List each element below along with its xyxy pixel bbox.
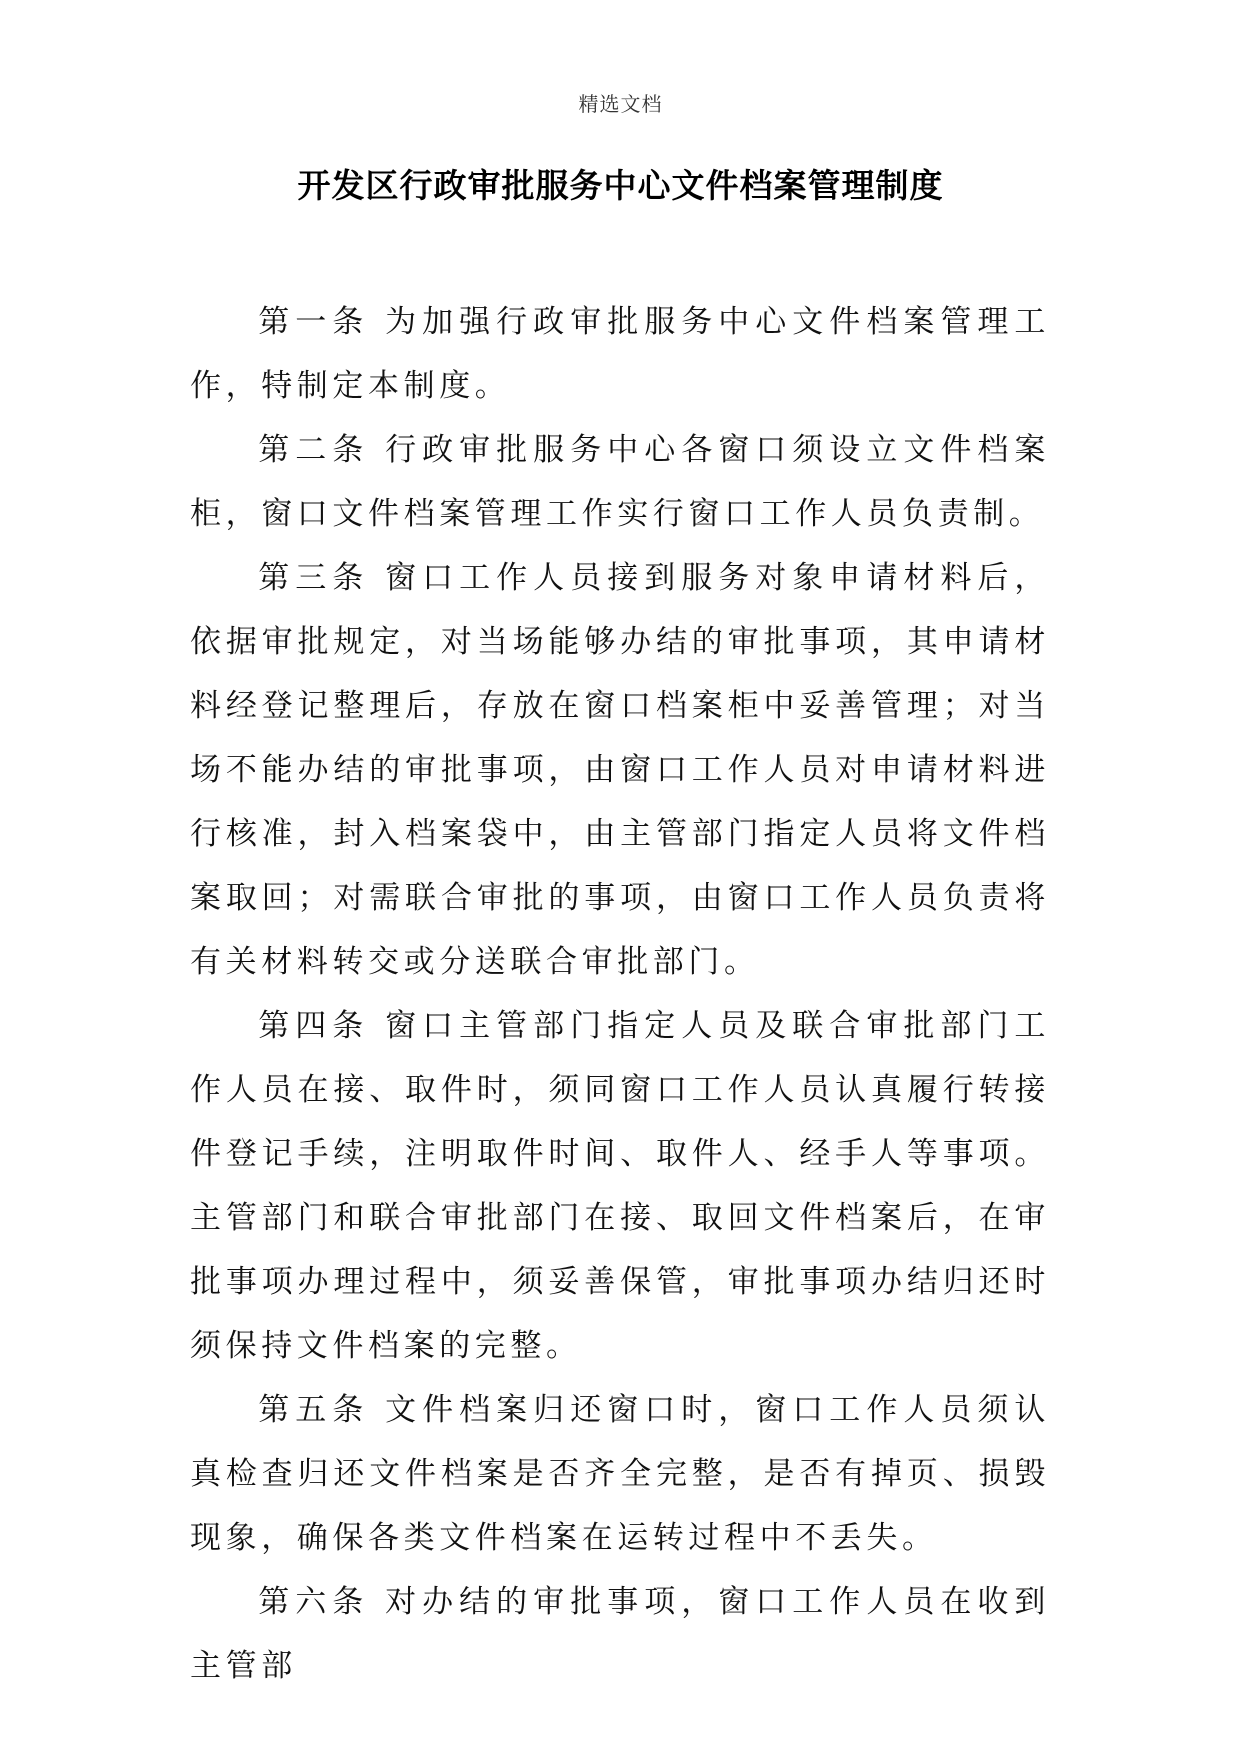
page-header-label: 精选文档 [578, 92, 663, 116]
document-title: 开发区行政审批服务中心文件档案管理制度 [297, 166, 944, 205]
document-body [190, 290, 1050, 1698]
article-6: 第六条 对办结的审批事项，窗口工作人员在收到主管部 [190, 1584, 1050, 1684]
article-1: 第一条 为加强行政审批服务中心文件档案管理工作，特制定本制度。 [190, 304, 1050, 404]
article-2: 第二条 行政审批服务中心各窗口须设立文件档案柜，窗口文件档案管理工作实行窗口工作人员负责制。 [190, 432, 1050, 532]
article-3: 第三条 窗口工作人员接到服务对象申请材料后，依据审批规定，对当场能够办结的审批事项，其申请材料经登记整理后，存放在窗口档案柜中妥善管理；对当场不能办结的审批事项，由窗口工作人员对申请材料进行核准，封入档案袋中，由主管部门指定人员将文件档案取回；对需联合审批的事项，由窗口工作人员负责将有关材料转交或分送联合审批部门。 [190, 560, 1050, 980]
article-5: 第五条 文件档案归还窗口时，窗口工作人员须认真检查归还文件档案是否齐全完整，是否有掉页、损毁现象，确保各类文件档案在运转过程中不丢失。 [190, 1392, 1050, 1556]
article-4: 第四条 窗口主管部门指定人员及联合审批部门工作人员在接、取件时，须同窗口工作人员认真履行转接件登记手续，注明取件时间、取件人、经手人等事项。主管部门和联合审批部门在接、取回文件档案后，在审批事项办理过程中，须妥善保管，审批事项办结归还时须保持文件档案的完整。 [190, 1008, 1050, 1364]
